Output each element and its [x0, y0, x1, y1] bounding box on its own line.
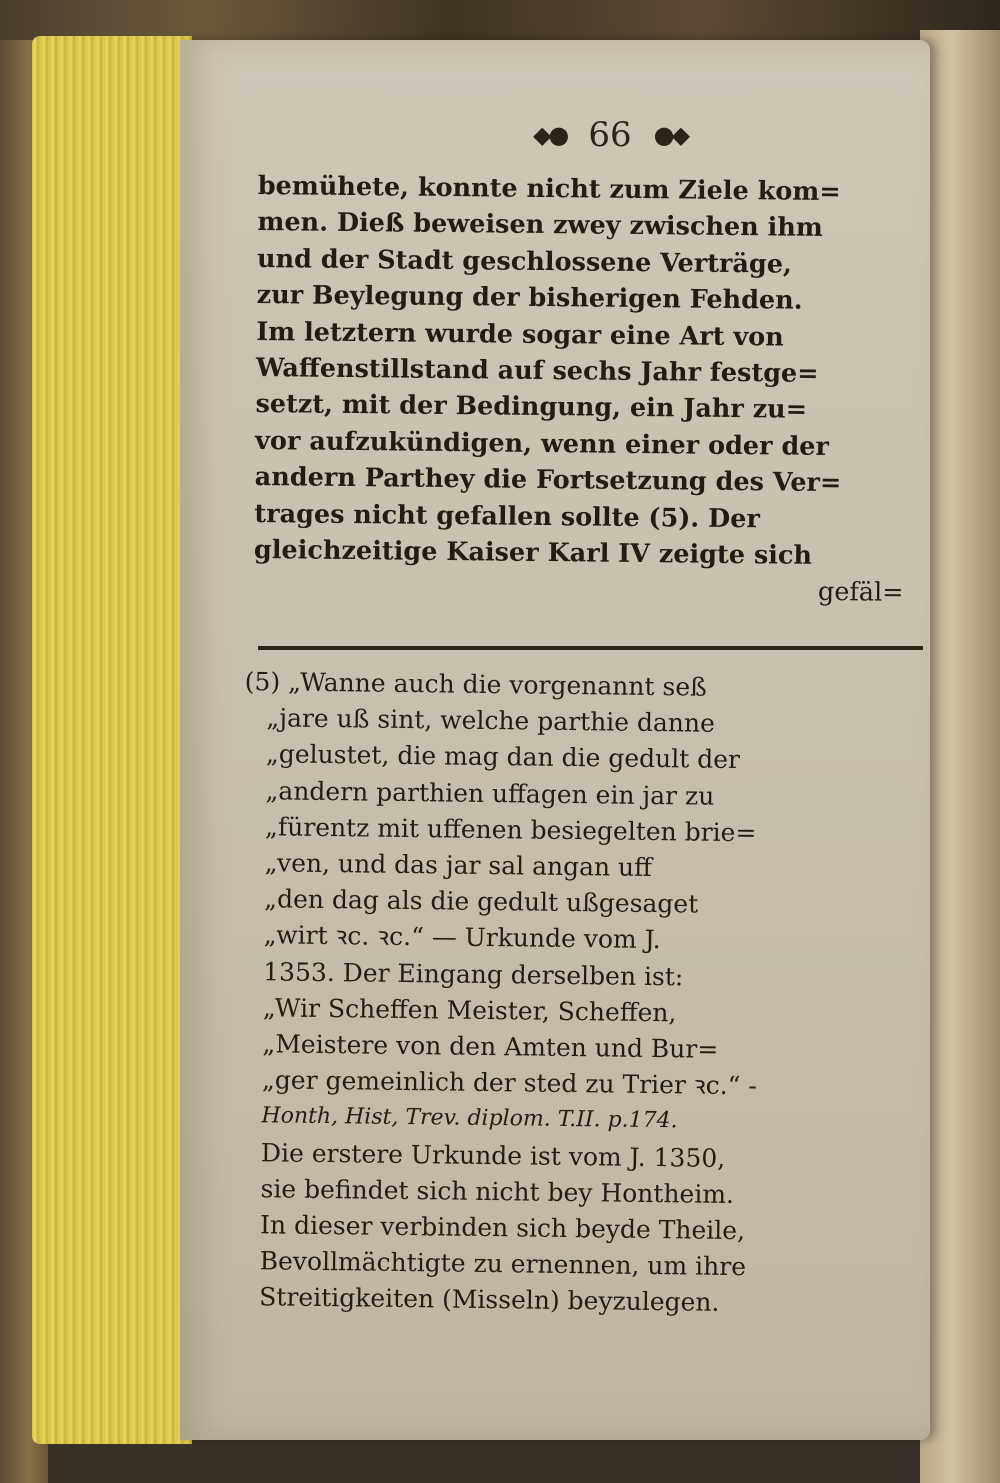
text-line: andern Parthey die Fortsetzung des Ver=: [254, 462, 842, 499]
footnote-line: Bevollmächtigte zu ernennen, um ihre: [259, 1246, 747, 1282]
catchword: gefäl=: [817, 577, 904, 609]
footnote-line: „Meistere von den Amten und Bur=: [262, 1029, 719, 1064]
text-line: zur Beylegung der bisherigen Fehden.: [256, 280, 803, 316]
footnote-block: [237, 664, 925, 1324]
page-number: 66: [588, 115, 632, 155]
footnote-line: 1353. Der Eingang derselben ist:: [263, 956, 684, 992]
footnote-line: Streitigkeiten (Misseln) beyzulegen.: [259, 1282, 720, 1318]
footnote-line: (5) „Wanne auch die vorgenannt seß: [244, 666, 707, 702]
text-line: gleichzeitige Kaiser Karl IV zeigte sich: [253, 535, 813, 571]
footnote-line: „gelustet, die mag dan die gedult der: [265, 739, 741, 775]
footnote-line: In dieser verbinden sich beyde Theile,: [259, 1210, 746, 1246]
text-line: vor aufzukündigen, wenn einer oder der: [254, 425, 830, 462]
footnote-line: Die erstere Urkunde ist vom J. 1350,: [260, 1137, 726, 1173]
footnote-line: „ger gemeinlich der sted zu Trier ꝛc.“ -: [261, 1065, 757, 1101]
text-line: Waffenstillstand auf sechs Jahr festge=: [255, 353, 819, 389]
gilded-page-edges: [32, 36, 192, 1444]
text-line: men. Dieß beweisen zwey zwischen ihm: [257, 207, 823, 244]
ornament-right-icon: ●◆: [653, 121, 688, 149]
footnote-line: „fürentz mit uffenen besiegelten brie=: [264, 812, 757, 848]
text-line: setzt, mit der Bedingung, ein Jahr zu=: [255, 389, 808, 426]
page-header: [490, 110, 730, 160]
text-line: Im letztern wurde sogar eine Art von: [256, 316, 784, 353]
footnote-divider: [258, 646, 923, 650]
footnote-line: „ven, und das jar sal angan uff: [264, 848, 653, 883]
footnote-line: „andern parthien uffagen ein jar zu: [265, 775, 715, 811]
main-text-block: [253, 168, 938, 612]
text-line: und der Stadt geschlossene Verträge,: [256, 243, 793, 280]
footnote-line: sie befindet sich nicht bey Hontheim.: [260, 1174, 735, 1209]
footnote-line: „wirt ꝛc. ꝛc.“ — Urkunde vom J.: [263, 920, 661, 955]
footnote-line: „Wir Scheffen Meister, Scheffen,: [262, 993, 677, 1028]
text-line: bemühete, konnte nicht zum Ziele kom=: [257, 170, 841, 208]
footnote-line: „jare uß sint, welche parthie danne: [266, 703, 716, 738]
text-line: trages nicht gefallen sollte (5). Der: [254, 498, 761, 534]
ornament-left-icon: ◆●: [532, 121, 567, 149]
footnote-citation: Honth, Hist, Trev. diplom. T.II. p.174.: [261, 1103, 678, 1134]
footnote-line: „den dag als die gedult ußgesaget: [263, 884, 699, 919]
